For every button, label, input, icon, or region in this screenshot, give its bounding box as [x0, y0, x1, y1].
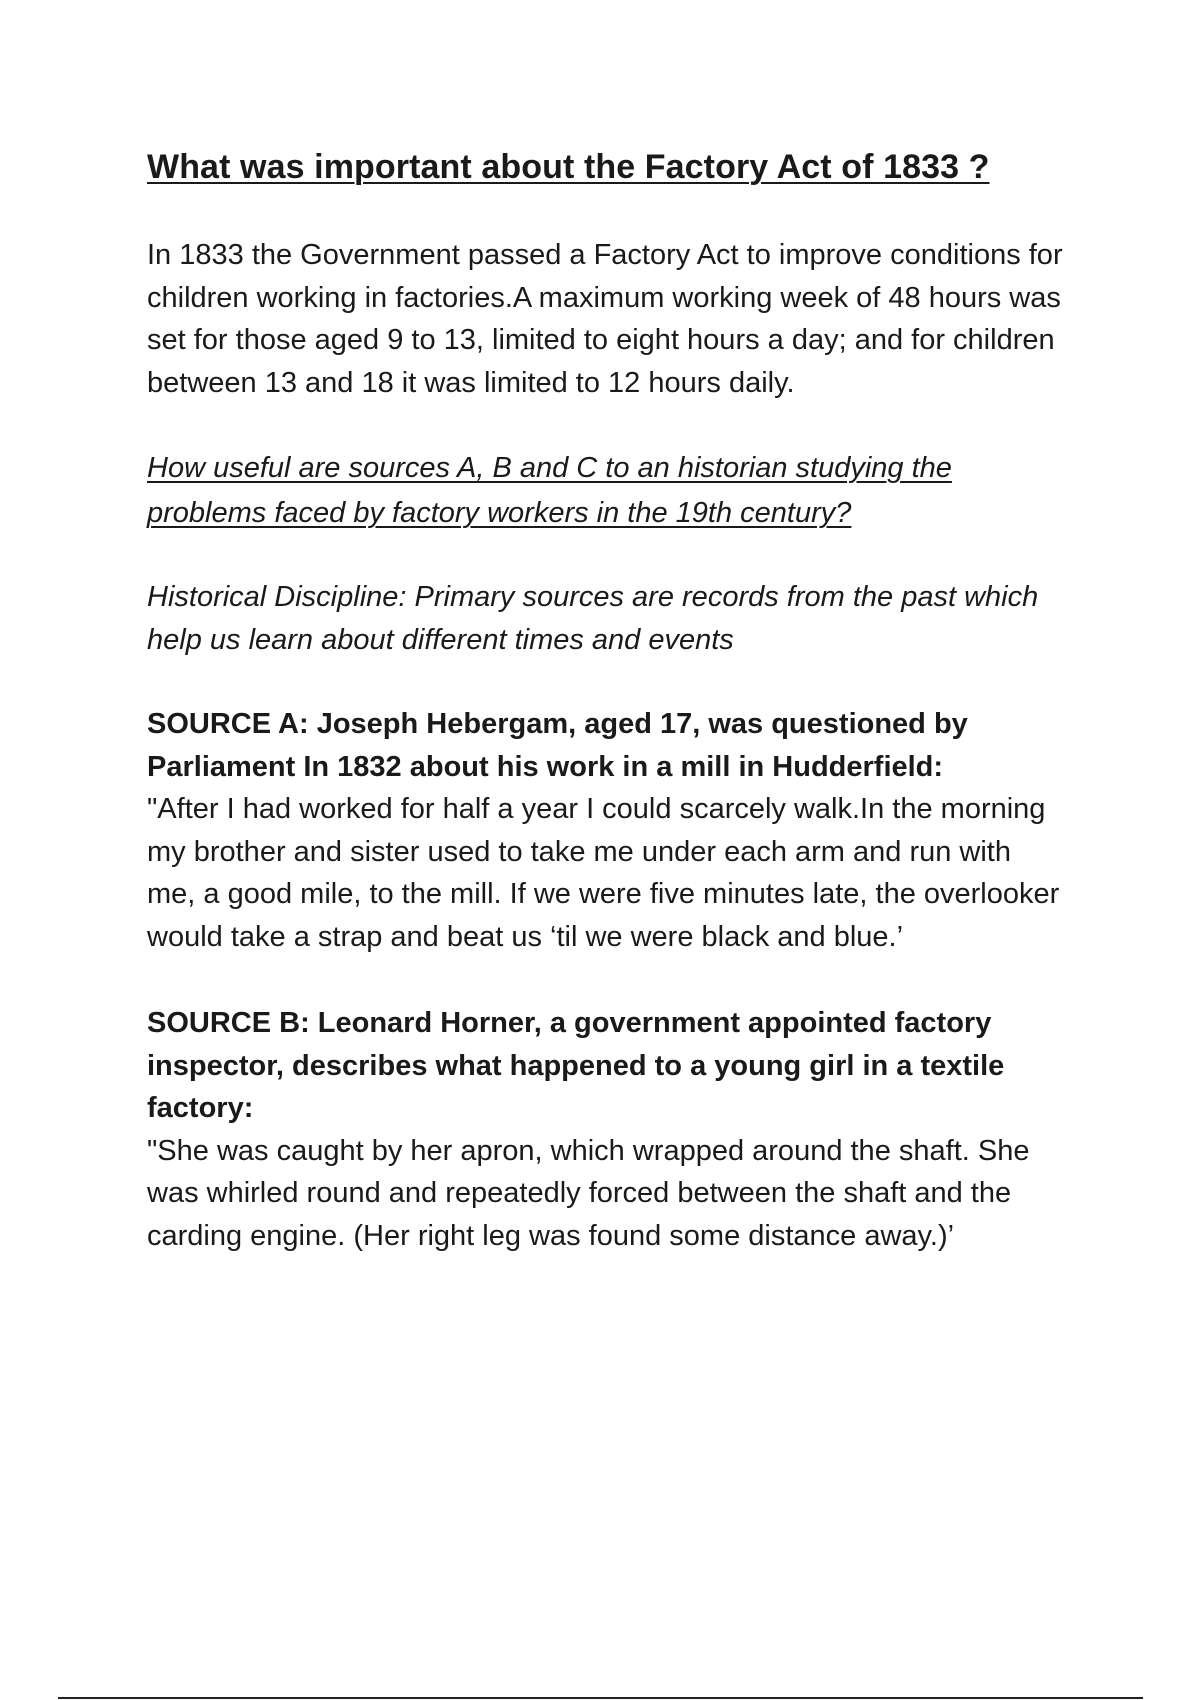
- historical-discipline-note: Historical Discipline: Primary sources are records from the past which help us learn about different times and events: [147, 581, 1039, 656]
- question-prompt: How useful are sources A, B and C to an historian studying the problems faced by factory workers in the 19th century?: [147, 452, 952, 529]
- document-page: [147, 130, 1067, 1257]
- page-title: What was important about the Factory Act of 1833 ?: [147, 148, 990, 186]
- source-b-block: [147, 1002, 1067, 1257]
- source-a-quote: "After I had worked for half a year I could scarcely walk.In the morning my brother and sister used to take me under each arm and run with me, a good mile, to the mill. If we were five minutes late, the overlooker would take a strap and beat us ‘til we were black and blue.’: [147, 793, 1060, 953]
- intro-paragraph: In 1833 the Government passed a Factory Act to improve conditions for children working in factories.A maximum working week of 48 hours was set for those aged 9 to 13, limited to eight hours a day; and for children between 13 and 18 it was limited to 12 hours daily.: [147, 239, 1063, 399]
- source-a-block: [147, 703, 1067, 958]
- source-b-quote: "She was caught by her apron, which wrapped around the shaft. She was whirled round and repeatedly forced between the shaft and the carding engine. (Her right leg was found some distance away.)’: [147, 1134, 1030, 1252]
- source-a-heading: SOURCE A: Joseph Hebergam, aged 17, was questioned by Parliament In 1832 about his work in a mill in Hudderfield:: [147, 708, 968, 783]
- source-b-heading: SOURCE B: Leonard Horner, a government appointed factory inspector, describes what happened to a young girl in a textile factory:: [147, 1007, 1005, 1124]
- page-bottom-divider: [58, 1697, 1143, 1699]
